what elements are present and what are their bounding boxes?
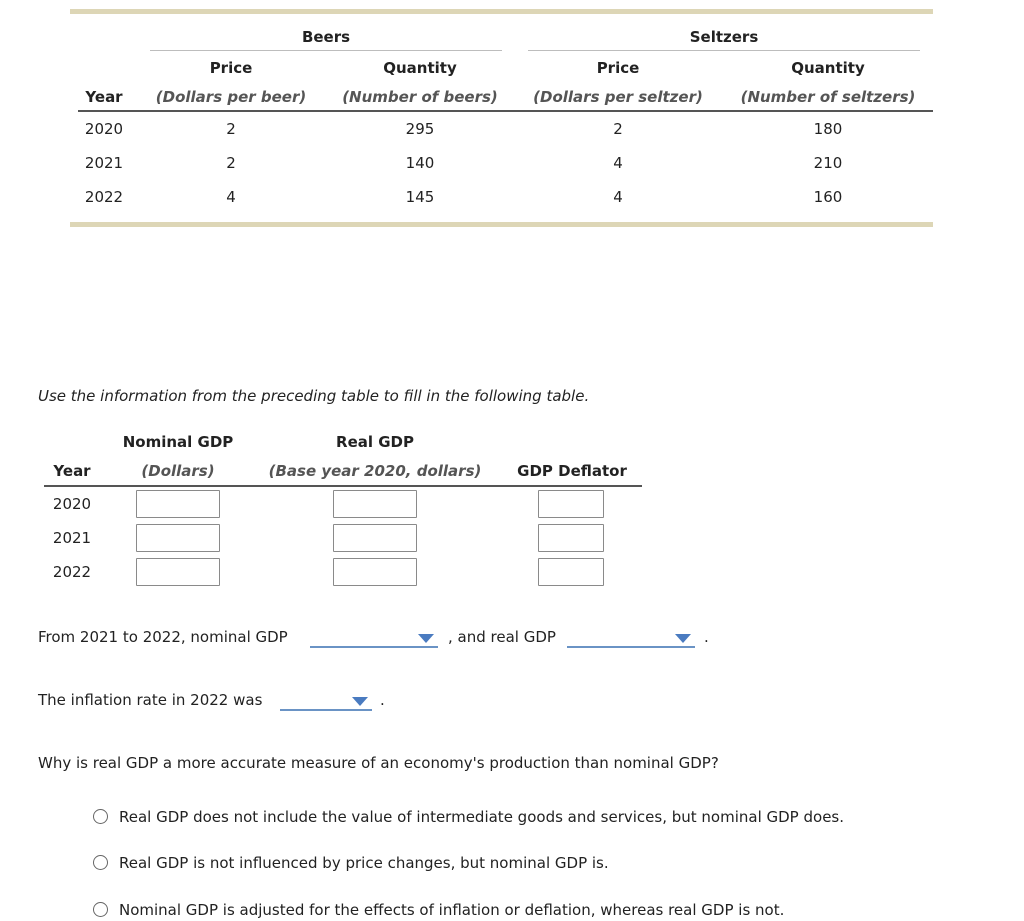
beer-price-header: Price — [209, 59, 253, 77]
real-gdp-header: Real GDP — [336, 433, 414, 451]
table1-row-2022-seltzer-qty: 160 — [813, 188, 843, 206]
table1-row-2022-seltzer-price: 4 — [613, 188, 623, 206]
gdp-deflator-2021-input[interactable] — [538, 524, 604, 552]
table2-row-2020-year: 2020 — [52, 495, 92, 513]
real-gdp-2020-input[interactable] — [333, 490, 417, 518]
dropdown-arrow-icon — [675, 634, 691, 643]
table1-row-2020-seltzer-qty: 180 — [813, 120, 843, 138]
seltzer-price-unit: (Dollars per seltzer) — [533, 88, 703, 106]
real-gdp-change-dropdown[interactable] — [567, 626, 695, 648]
table2-year-header: Year — [53, 462, 91, 480]
table1-row-2020-beer-qty: 295 — [405, 120, 435, 138]
seltzer-price-header: Price — [596, 59, 640, 77]
question-text: Why is real GDP a more accurate measure of an economy's production than nominal GDP? — [38, 754, 719, 772]
table1-row-2021-seltzer-price: 4 — [613, 154, 623, 172]
beers-group-header: Beers — [301, 28, 351, 46]
gdp-deflator-2020-input[interactable] — [538, 490, 604, 518]
table1-row-2020-beer-price: 2 — [226, 120, 236, 138]
table1-row-2020-seltzer-price: 2 — [613, 120, 623, 138]
sentence1-prefix: From 2021 to 2022, nominal GDP — [38, 628, 288, 646]
nominal-gdp-unit: (Dollars) — [141, 462, 215, 480]
option-2-radio[interactable] — [93, 855, 108, 870]
nominal-gdp-2021-input[interactable] — [136, 524, 220, 552]
dropdown-arrow-icon — [352, 697, 368, 706]
nominal-gdp-2020-input[interactable] — [136, 490, 220, 518]
table1-row-2022-beer-qty: 145 — [405, 188, 435, 206]
option-3-radio[interactable] — [93, 902, 108, 917]
seltzer-qty-header: Quantity — [791, 59, 865, 77]
table1-row-2021-year: 2021 — [84, 154, 124, 172]
table1-header-rule — [78, 110, 933, 112]
nominal-gdp-change-dropdown[interactable] — [310, 626, 438, 648]
table1-row-2021-beer-price: 2 — [226, 154, 236, 172]
beer-qty-unit: (Number of beers) — [342, 88, 498, 106]
table1-year-header: Year — [85, 88, 123, 106]
inflation-rate-dropdown[interactable] — [280, 689, 372, 711]
gdp-deflator-2022-input[interactable] — [538, 558, 604, 586]
beer-price-unit: (Dollars per beer) — [155, 88, 307, 106]
real-gdp-unit: (Base year 2020, dollars) — [268, 462, 482, 480]
dropdown-arrow-icon — [418, 634, 434, 643]
table1-bottom-border — [70, 222, 933, 227]
real-gdp-2021-input[interactable] — [333, 524, 417, 552]
sentence2-suffix: . — [380, 691, 385, 709]
seltzers-group-rule — [528, 50, 920, 51]
nominal-gdp-header: Nominal GDP — [122, 433, 234, 451]
table2-header-rule — [44, 485, 642, 487]
table1-row-2022-beer-price: 4 — [226, 188, 236, 206]
table2-row-2022-year: 2022 — [52, 563, 92, 581]
table1-top-border — [70, 9, 933, 14]
instruction-text: Use the information from the preceding table to fill in the following table. — [38, 387, 590, 405]
option-1-radio[interactable] — [93, 809, 108, 824]
real-gdp-2022-input[interactable] — [333, 558, 417, 586]
sentence2-prefix: The inflation rate in 2022 was — [38, 691, 263, 709]
table1-row-2021-seltzer-qty: 210 — [813, 154, 843, 172]
option-1-label[interactable]: Real GDP does not include the value of intermediate goods and services, but nominal GDP does. — [119, 808, 845, 826]
table1-row-2020-year: 2020 — [84, 120, 124, 138]
nominal-gdp-2022-input[interactable] — [136, 558, 220, 586]
beers-group-rule — [150, 50, 502, 51]
sentence1-suffix: . — [704, 628, 709, 646]
gdp-deflator-header: GDP Deflator — [517, 462, 627, 480]
seltzer-qty-unit: (Number of seltzers) — [740, 88, 916, 106]
seltzers-group-header: Seltzers — [689, 28, 759, 46]
table1-row-2021-beer-qty: 140 — [405, 154, 435, 172]
sentence1-middle: , and real GDP — [448, 628, 556, 646]
table2-row-2021-year: 2021 — [52, 529, 92, 547]
table1-row-2022-year: 2022 — [84, 188, 124, 206]
beer-qty-header: Quantity — [383, 59, 457, 77]
option-2-label[interactable]: Real GDP is not influenced by price changes, but nominal GDP is. — [119, 854, 609, 872]
option-3-label[interactable]: Nominal GDP is adjusted for the effects of inflation or deflation, whereas real GDP is not. — [119, 901, 785, 919]
